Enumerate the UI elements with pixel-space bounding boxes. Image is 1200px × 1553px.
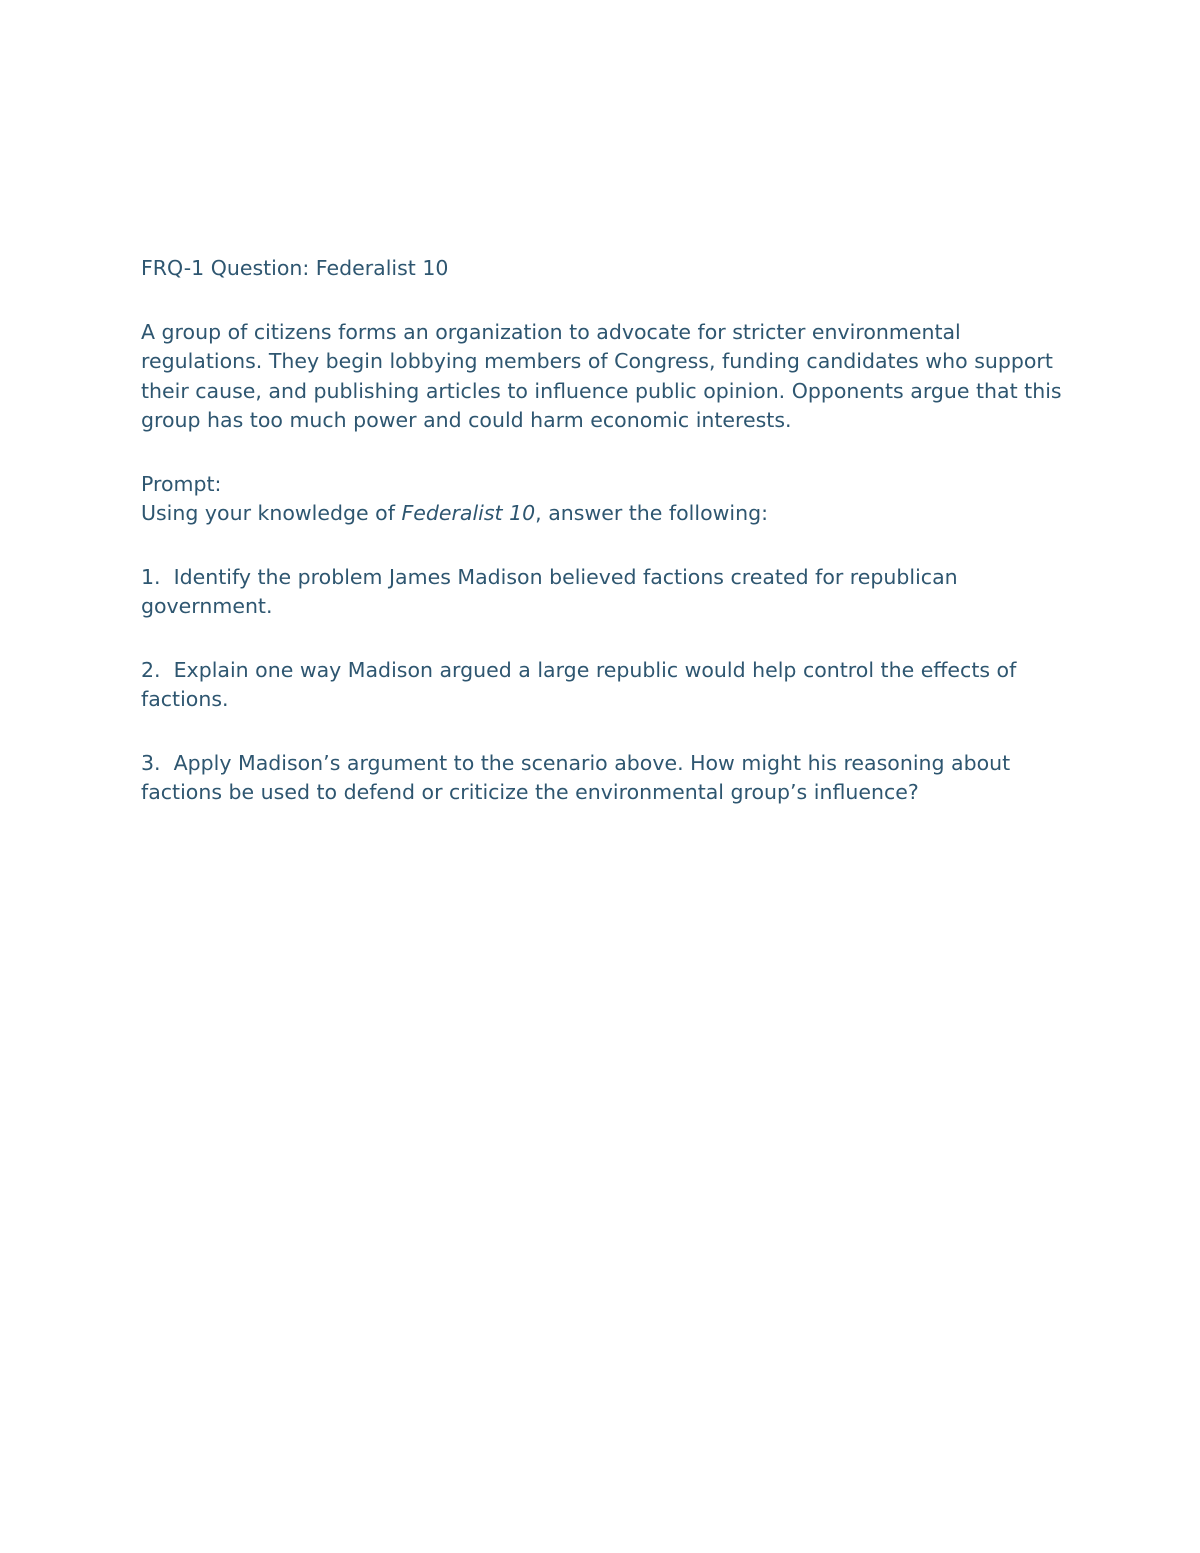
question-text: Apply Madison’s argument to the scenario above. How might his reasoning about factions be used to defend or criticize the environmental group’s influence? bbox=[141, 750, 1011, 804]
question-item-1 bbox=[141, 563, 1076, 622]
question-number: 1. bbox=[141, 564, 161, 589]
scenario-paragraph: A group of citizens forms an organization to advocate for stricter environmental regulations. They begin lobbying members of Congress, funding candidates who support their cause, and publishing articles to influence public opinion. Opponents argue that this group has too much power and could harm economic interests. bbox=[141, 319, 1062, 432]
prompt-intro-after: , answer the following: bbox=[535, 501, 768, 525]
question-title: FRQ-1 Question: Federalist 10 bbox=[141, 256, 449, 280]
question-number: 2. bbox=[141, 657, 161, 682]
prompt-label: Prompt: bbox=[141, 471, 222, 496]
prompt-intro-before: Using your knowledge of bbox=[141, 501, 402, 525]
question-item-3 bbox=[141, 749, 1076, 808]
question-text: Identify the problem James Madison believed factions created for republican government. bbox=[141, 564, 958, 618]
question-item-2 bbox=[141, 656, 1076, 715]
document-body bbox=[141, 254, 1076, 842]
prompt-intro-italic-title: Federalist 10 bbox=[401, 501, 536, 525]
question-number: 3. bbox=[141, 750, 161, 775]
prompt-intro bbox=[141, 499, 1076, 529]
question-text: Explain one way Madison argued a large republic would help control the effects of factions. bbox=[141, 657, 1017, 711]
